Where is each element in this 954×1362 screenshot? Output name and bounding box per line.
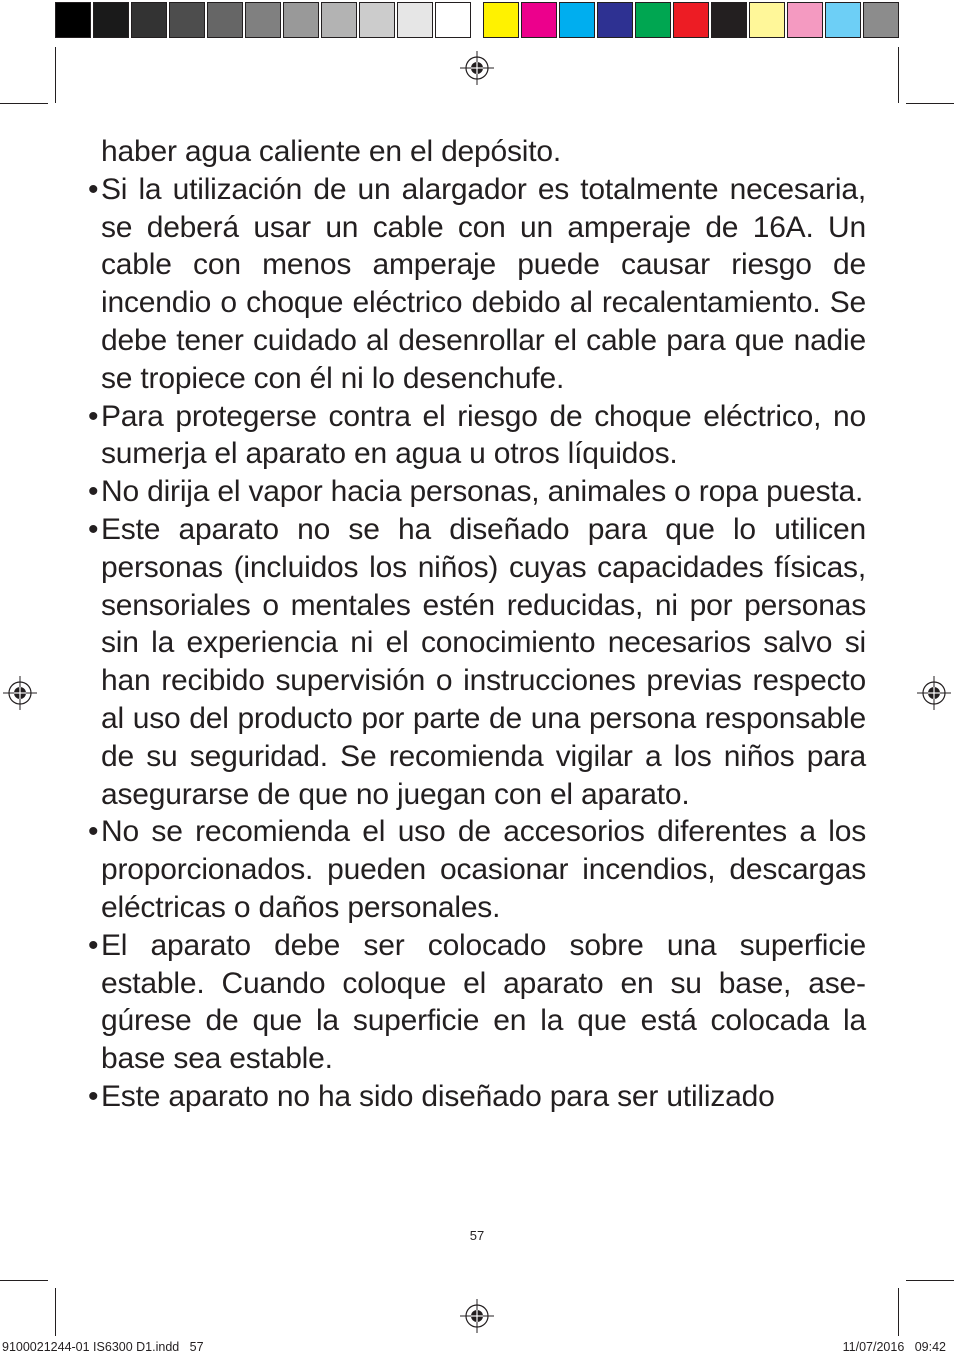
bullet-dot: • — [88, 1079, 99, 1113]
bullet-text: Este aparato no se ha diseñado para que lo utilicen personas (incluidos los niños) cuyas capacidades físicas, sensoriales o mentales estén reducidas, ni por personas sin la experiencia ni el conocimiento necesarios salvo si han recibido supervisión o instrucciones previas respecto al uso del producto por parte de una persona responsable de su seguridad. Se recomienda vigilar a los niños para asegurarse de que no juegan con el aparato. — [101, 512, 866, 811]
gray-swatch — [55, 2, 91, 38]
color-swatch — [635, 2, 671, 38]
color-swatch — [673, 2, 709, 38]
bullet-item — [88, 398, 866, 474]
gray-swatch — [283, 2, 319, 38]
bullet-item — [88, 511, 866, 813]
crop-mark — [906, 103, 954, 104]
print-slug-filename: 9100021244-01 IS6300 D1.indd 57 — [2, 1340, 204, 1354]
bullet-dot: • — [88, 512, 99, 546]
bullet-text: No dirija el vapor hacia personas, animales o ropa puesta. — [101, 475, 864, 509]
bullet-dot: • — [88, 928, 99, 962]
crop-mark — [906, 1280, 954, 1281]
bullet-item — [88, 813, 866, 926]
color-swatch — [863, 2, 899, 38]
crop-mark — [898, 47, 899, 103]
bullet-dot: • — [88, 815, 99, 849]
color-swatch — [483, 2, 519, 38]
bullet-item — [88, 473, 866, 511]
safety-instructions — [88, 133, 866, 1116]
color-calibration-bar — [55, 2, 901, 38]
color-swatch — [559, 2, 595, 38]
color-swatch — [749, 2, 785, 38]
bullet-text: El aparato debe ser colocado sobre una superficie estable. Cuando coloque el aparato en su base, asegúrese de que la superficie en la que está colocada la base sea estable. — [101, 928, 866, 1076]
gray-swatch — [131, 2, 167, 38]
bullet-text: No se recomienda el uso de accesorios diferentes a los proporcionados. pueden ocasionar incendios, descargas eléctricas o daños personales. — [101, 815, 866, 924]
gray-swatch — [321, 2, 357, 38]
gray-swatch — [435, 2, 471, 38]
color-swatch — [597, 2, 633, 38]
bullet-item — [88, 1078, 866, 1116]
gray-swatch — [359, 2, 395, 38]
crop-mark — [0, 103, 48, 104]
continued-paragraph: haber agua caliente en el depósito. — [101, 135, 562, 168]
print-slug-date: 11/07/2016 09:42 — [842, 1340, 946, 1354]
registration-mark-icon — [917, 676, 951, 710]
crop-mark — [0, 1280, 48, 1281]
bullet-text: Para protegerse contra el riesgo de choque eléctrico, no sumerja el aparato en agua u otros líquidos. — [101, 399, 866, 471]
color-swatch — [825, 2, 861, 38]
bullet-item — [88, 927, 866, 1078]
registration-mark-icon — [460, 1299, 494, 1333]
crop-mark — [898, 1288, 899, 1336]
gray-swatch — [397, 2, 433, 38]
color-swatch — [787, 2, 823, 38]
gray-swatch — [207, 2, 243, 38]
bullet-item — [88, 171, 866, 398]
color-swatch — [521, 2, 557, 38]
registration-mark-icon — [3, 676, 37, 710]
color-swatch — [711, 2, 747, 38]
bullet-text: Este aparato no ha sido diseñado para ser utilizado — [101, 1079, 775, 1113]
gray-swatch — [93, 2, 129, 38]
crop-mark — [55, 1288, 56, 1336]
bullet-dot: • — [88, 172, 99, 206]
gray-swatch — [169, 2, 205, 38]
page-number: 57 — [469, 1228, 485, 1243]
gray-swatch — [245, 2, 281, 38]
swatch-gap — [473, 2, 483, 38]
bullet-dot: • — [88, 475, 99, 509]
bullet-text: Si la utilización de un alargador es totalmente necesaria, se deberá usar un cable con un amperaje de 16A. Un cable con menos amperaje puede causar riesgo de incendio o choque eléctrico debido al recalentamiento. Se debe tener cuidado al desenrollar el cable para que nadie se tropiece con él ni lo desenchufe. — [101, 172, 866, 395]
crop-mark — [55, 47, 56, 103]
registration-mark-icon — [460, 51, 494, 85]
bullet-dot: • — [88, 399, 99, 433]
